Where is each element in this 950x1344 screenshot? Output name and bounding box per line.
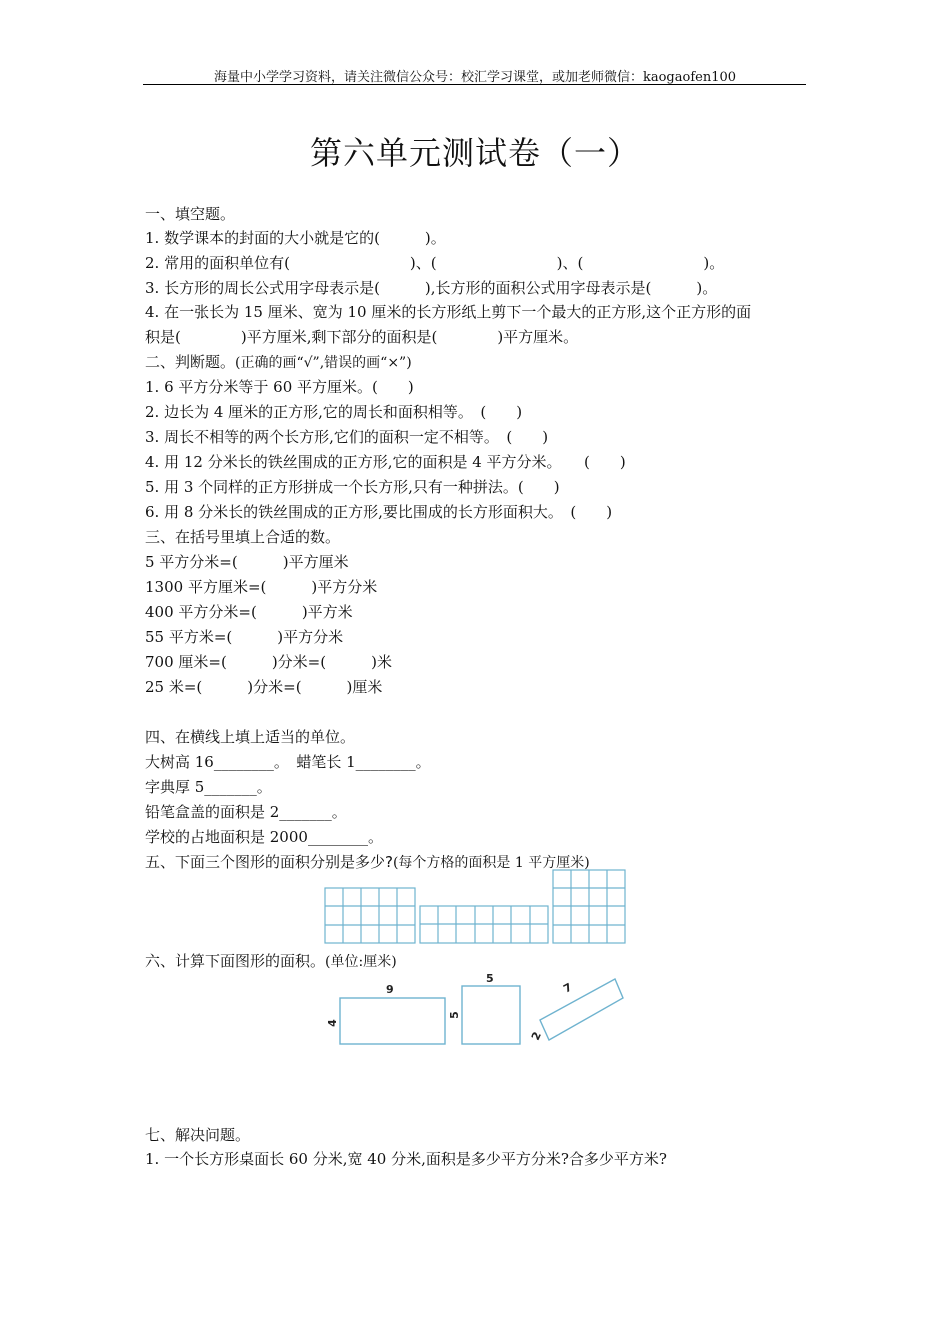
section5-heading: 五、下面三个图形的面积分别是多少?: [145, 853, 393, 871]
page-header: 海量中小学学习资料，请关注微信公众号：校汇学习课堂，或加老师微信：kaogaofen100: [213, 70, 737, 85]
section3-heading: 三、在括号里填上合适的数。: [145, 528, 341, 546]
section6-heading: 六、计算下面图形的面积。: [145, 952, 326, 970]
tilted-width-label: 2: [528, 1029, 544, 1043]
s3-q1: 5 平方分米=( )平方厘米: [145, 553, 349, 571]
section2-note: (正确的画“√”,错误的画“×”): [235, 355, 412, 371]
rect-length-label: 9: [386, 983, 394, 996]
section5-note: (每个方格的面积是 1 平方厘米): [392, 855, 590, 871]
page-title: 第六单元测试卷（一）: [309, 134, 640, 172]
s1-q3: 3. 长方形的周长公式用字母表示是( ),长方形的面积公式用字母表示是( )。: [145, 279, 718, 297]
grid-figure-a: [325, 888, 415, 943]
s2-q4: 4. 用 12 分米长的铁丝围成的正方形,它的面积是 4 平方分米。 ( ): [145, 453, 626, 471]
s4-q3: 铅笔盒盖的面积是 2_______。: [145, 803, 347, 821]
s4-q4: 学校的占地面积是 2000________。: [145, 828, 383, 846]
s1-q4-line2: 积是( )平方厘米,剩下部分的面积是( )平方厘米。: [145, 328, 579, 346]
grid-figure-b: [420, 906, 548, 943]
rectangle-9x4: [340, 998, 445, 1044]
s2-q5: 5. 用 3 个同样的正方形拼成一个长方形,只有一种拼法。( ): [145, 478, 560, 496]
s1-q4-line1: 4. 在一张长为 15 厘米、宽为 10 厘米的长方形纸上剪下一个最大的正方形,这个正方形的面: [145, 303, 752, 321]
s1-q2: 2. 常用的面积单位有( )、( )、( )。: [145, 254, 725, 272]
header-rule: [143, 84, 806, 85]
s2-q6: 6. 用 8 分米长的铁丝围成的正方形,要比围成的长方形面积大。 ( ): [145, 503, 613, 521]
s4-q2: 字典厚 5_______。: [145, 778, 272, 796]
section7-heading: 七、解决问题。: [145, 1126, 251, 1144]
section4-heading: 四、在横线上填上适当的单位。: [145, 728, 356, 746]
tilted-rectangle-7x2: [540, 979, 623, 1040]
section2-heading: 二、判断题。: [145, 353, 236, 371]
section6-note: (单位:厘米): [325, 954, 397, 970]
square-5x5: [462, 986, 520, 1044]
tilted-length-label: 7: [561, 980, 575, 996]
s2-q1: 1. 6 平方分米等于 60 平方厘米。( ): [145, 378, 414, 396]
s3-q4: 55 平方米=( )平方分米: [145, 628, 344, 646]
s2-q3: 3. 周长不相等的两个长方形,它们的面积一定不相等。 ( ): [145, 428, 549, 446]
rect-width-label: 4: [326, 1019, 339, 1027]
s4-q1: 大树高 16________。 蜡笔长 1________。: [145, 753, 431, 771]
section2-heading-row: [145, 351, 412, 372]
s7-q1: 1. 一个长方形桌面长 60 分米,宽 40 分米,面积是多少平方分米?合多少平方米?: [145, 1150, 667, 1168]
grid-figures: [320, 868, 630, 948]
s3-q3: 400 平方分米=( )平方米: [145, 603, 353, 621]
s3-q6: 25 米=( )分米=( )厘米: [145, 678, 383, 696]
square-top-label: 5: [486, 972, 494, 985]
square-side-label: 5: [448, 1011, 461, 1019]
shape-figures: [320, 965, 640, 1055]
s3-q5: 700 厘米=( )分米=( )米: [145, 653, 392, 671]
section1-heading: 一、填空题。: [145, 205, 236, 223]
s2-q2: 2. 边长为 4 厘米的正方形,它的周长和面积相等。 ( ): [145, 403, 523, 421]
s3-q2: 1300 平方厘米=( )平方分米: [145, 578, 378, 596]
grid-figure-c: [553, 870, 625, 943]
s1-q1: 1. 数学课本的封面的大小就是它的( )。: [145, 229, 446, 247]
